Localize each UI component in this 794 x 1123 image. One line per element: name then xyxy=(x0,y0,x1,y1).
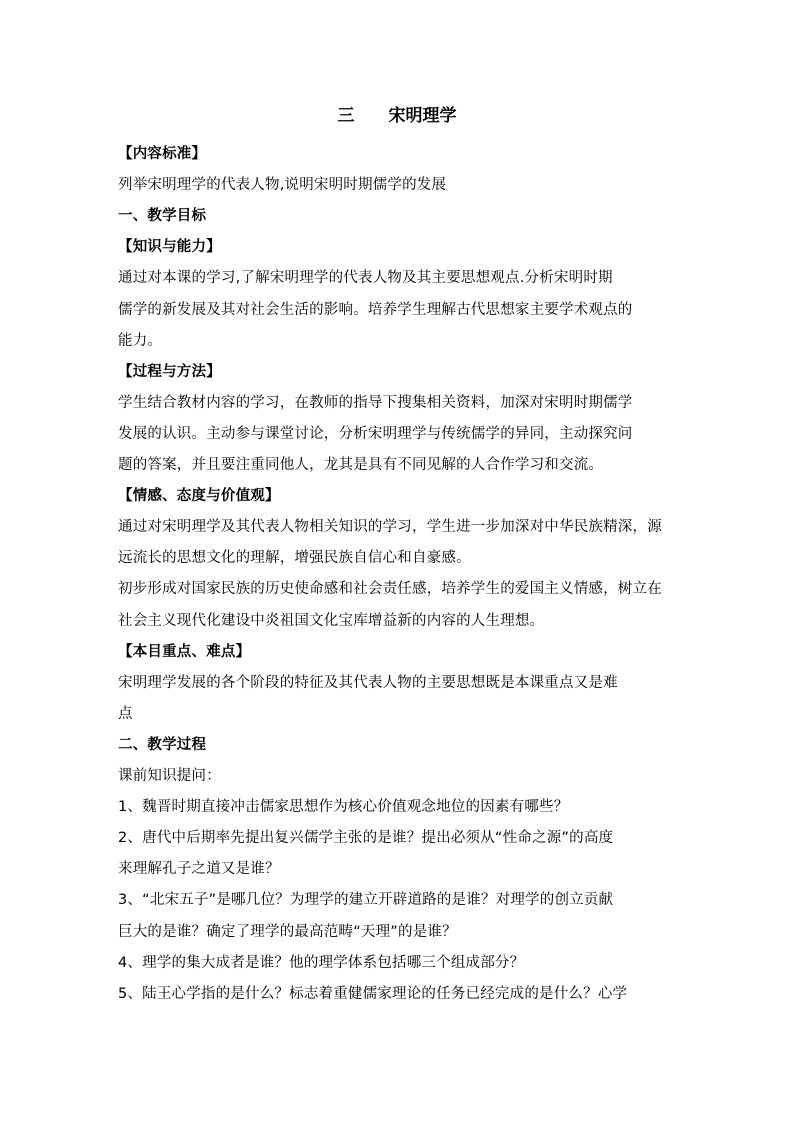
body-text-line: 3、“北宋五子”是哪几位？为理学的建立开辟道路的是谁？对理学的创立贡献 xyxy=(118,892,614,909)
section-heading: 一、教学目标 xyxy=(118,208,207,225)
body-text-line: 巨大的是谁？确定了理学的最高范畴“天理”的是谁？ xyxy=(118,923,457,940)
section-heading: 【本目重点、难点】 xyxy=(118,643,251,660)
body-text-line: 点 xyxy=(118,705,133,722)
body-text-line: 5、陆王心学指的是什么？标志着重健儒家理论的任务已经完成的是什么？心学 xyxy=(118,985,628,1002)
body-text-line: 1、魏晋时期直接冲击儒家思想作为核心价值观念地位的因素有哪些？ xyxy=(118,799,569,816)
body-text-line: 宋明理学发展的各个阶段的特征及其代表人物的主要思想既是本课重点又是难 xyxy=(118,674,618,691)
page-title: 三 宋明理学 xyxy=(337,106,457,126)
body-text-line: 4、理学的集大成者是谁？他的理学体系包括哪三个组成部分？ xyxy=(118,954,525,971)
body-text-line: 通过对本课的学习,了解宋明理学的代表人物及其主要思想观点.分析宋明时期 xyxy=(118,270,613,287)
body-text-line: 列举宋明理学的代表人物,说明宋明时期儒学的发展 xyxy=(118,177,447,194)
section-heading: 二、教学过程 xyxy=(118,736,207,753)
section-heading: 【过程与方法】 xyxy=(118,363,221,380)
body-text-line: 远流长的思想文化的理解，增强民族自信心和自豪感。 xyxy=(118,550,471,567)
body-text-line: 通过对宋明理学及其代表人物相关知识的学习，学生进一步加深对中华民族精深，源 xyxy=(118,519,662,536)
body-text-line: 儒学的新发展及其对社会生活的影响。培养学生理解古代思想家主要学术观点的 xyxy=(118,301,633,318)
body-text-line: 初步形成对国家民族的历史使命感和社会责任感，培养学生的爱国主义情感，树立在 xyxy=(118,581,662,598)
body-text-line: 课前知识提问： xyxy=(118,768,221,784)
body-text-line: 学生结合教材内容的学习，在教师的指导下搜集相关资料，加深对宋明时期儒学 xyxy=(118,394,633,411)
section-heading: 【内容标准】 xyxy=(118,146,207,162)
section-heading: 【知识与能力】 xyxy=(118,239,221,256)
section-heading: 【情感、态度与价值观】 xyxy=(118,488,280,505)
body-text-line: 题的答案，并且要注重同他人，龙其是具有不同见解的人合作学习和交流。 xyxy=(118,457,604,473)
body-text-line: 社会主义现代化建设中炎祖国文化宝库增益新的内容的人生理想。 xyxy=(118,612,545,629)
body-text-line: 能力。 xyxy=(118,332,163,349)
body-text-line: 发展的认识。主动参与课堂讨论，分析宋明理学与传统儒学的异同，主动探究问 xyxy=(118,425,633,442)
body-text-line: 2、唐代中后期率先提出复兴儒学主张的是谁？提出必须从“性命之源”的高度 xyxy=(118,830,614,847)
body-text-line: 来理解孔子之道又是谁？ xyxy=(118,861,280,878)
